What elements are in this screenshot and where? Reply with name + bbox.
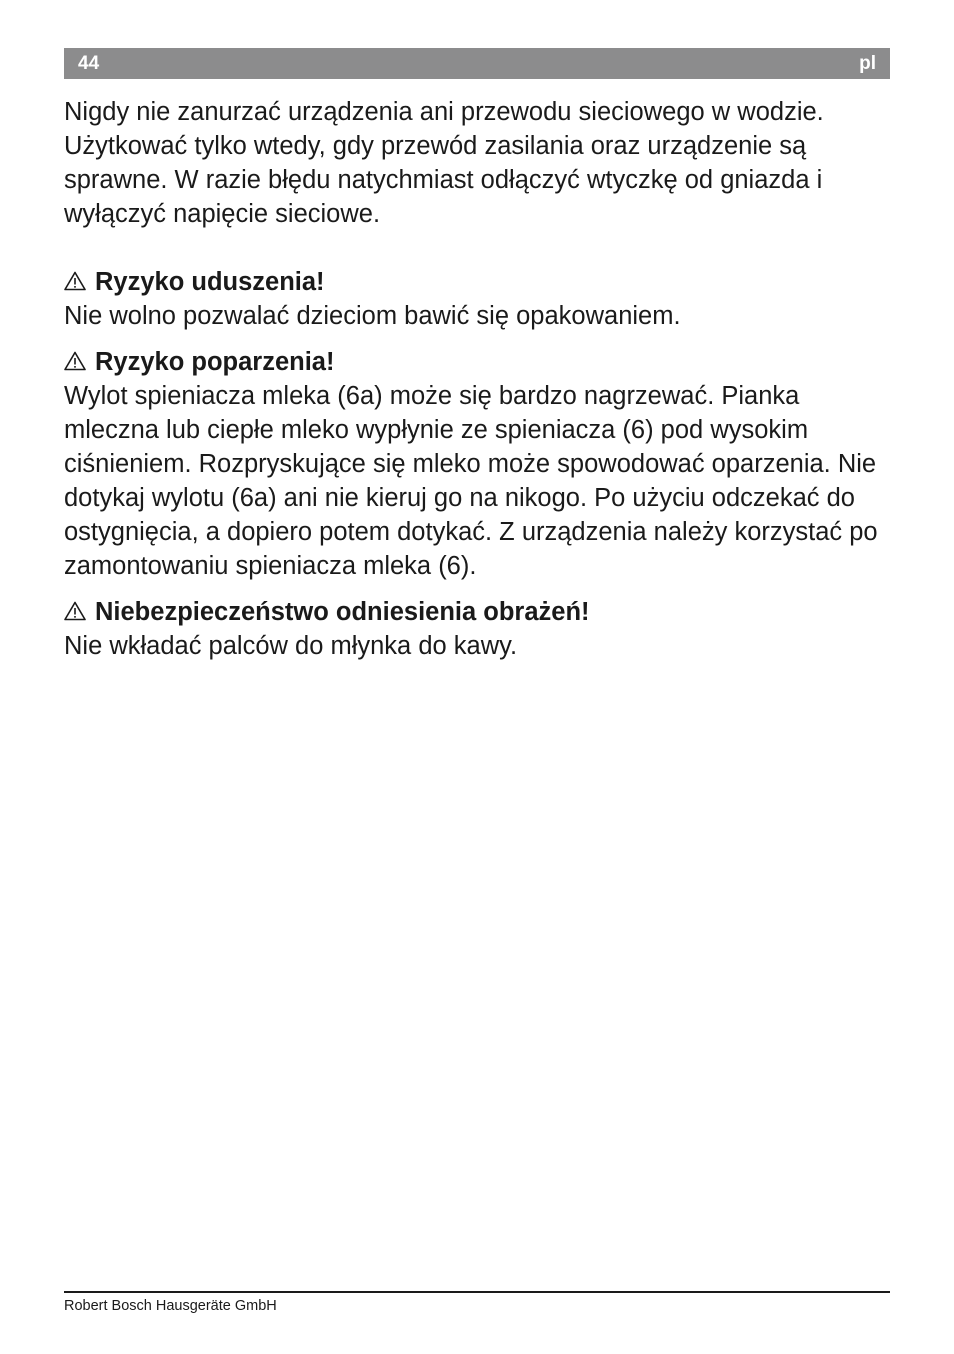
warning-text: Nie wkładać palców do młynka do kawy. <box>64 632 518 660</box>
intro-paragraph: Nigdy nie zanurzać urządzenia ani przewodu sieciowego w wodzie. Użytkować tylko wtedy, gdy przewód zasilania oraz urządzenie są sprawne. W razie błędu natychmiast odłączyć wtyczkę od gniazda i wyłączyć napięcie sieciowe. <box>64 98 824 228</box>
page-header-bar <box>64 48 890 79</box>
warning-title-text: Ryzyko uduszenia! <box>95 268 325 296</box>
warning-burn <box>64 345 894 583</box>
warning-injury <box>64 595 894 663</box>
warning-triangle-icon <box>64 271 86 291</box>
page-number: 44 <box>78 53 100 74</box>
warning-suffocation <box>64 265 894 333</box>
warning-title <box>64 345 894 379</box>
warning-title-text: Niebezpieczeństwo odniesienia obrażeń! <box>95 598 590 626</box>
language-code: pl <box>859 53 876 74</box>
warning-title-text: Ryzyko poparzenia! <box>95 348 335 376</box>
page-content <box>64 95 894 675</box>
warning-text: Wylot spieniacza mleka (6a) może się bardzo nagrzewać. Pianka mleczna lub ciepłe mleko wypłynie ze spieniacza (6) pod wysokim ciśnieniem. Rozpryskujące się mleko może spowodować oparzenia. Nie dotykaj wylotu (6a) ani nie kieruj go na nikogo. Po użyciu odczekać do ostygnięcia, a dopiero potem dotykać. Z urządzenia należy korzystać po zamontowaniu spieniacza mleka (6). <box>64 382 878 580</box>
warning-title <box>64 595 894 629</box>
footer-company: Robert Bosch Hausgeräte GmbH <box>64 1298 277 1314</box>
warning-text: Nie wolno pozwalać dzieciom bawić się opakowaniem. <box>64 302 681 330</box>
footer-divider <box>64 1291 890 1293</box>
warning-triangle-icon <box>64 351 86 371</box>
warning-triangle-icon <box>64 601 86 621</box>
warning-title <box>64 265 894 299</box>
